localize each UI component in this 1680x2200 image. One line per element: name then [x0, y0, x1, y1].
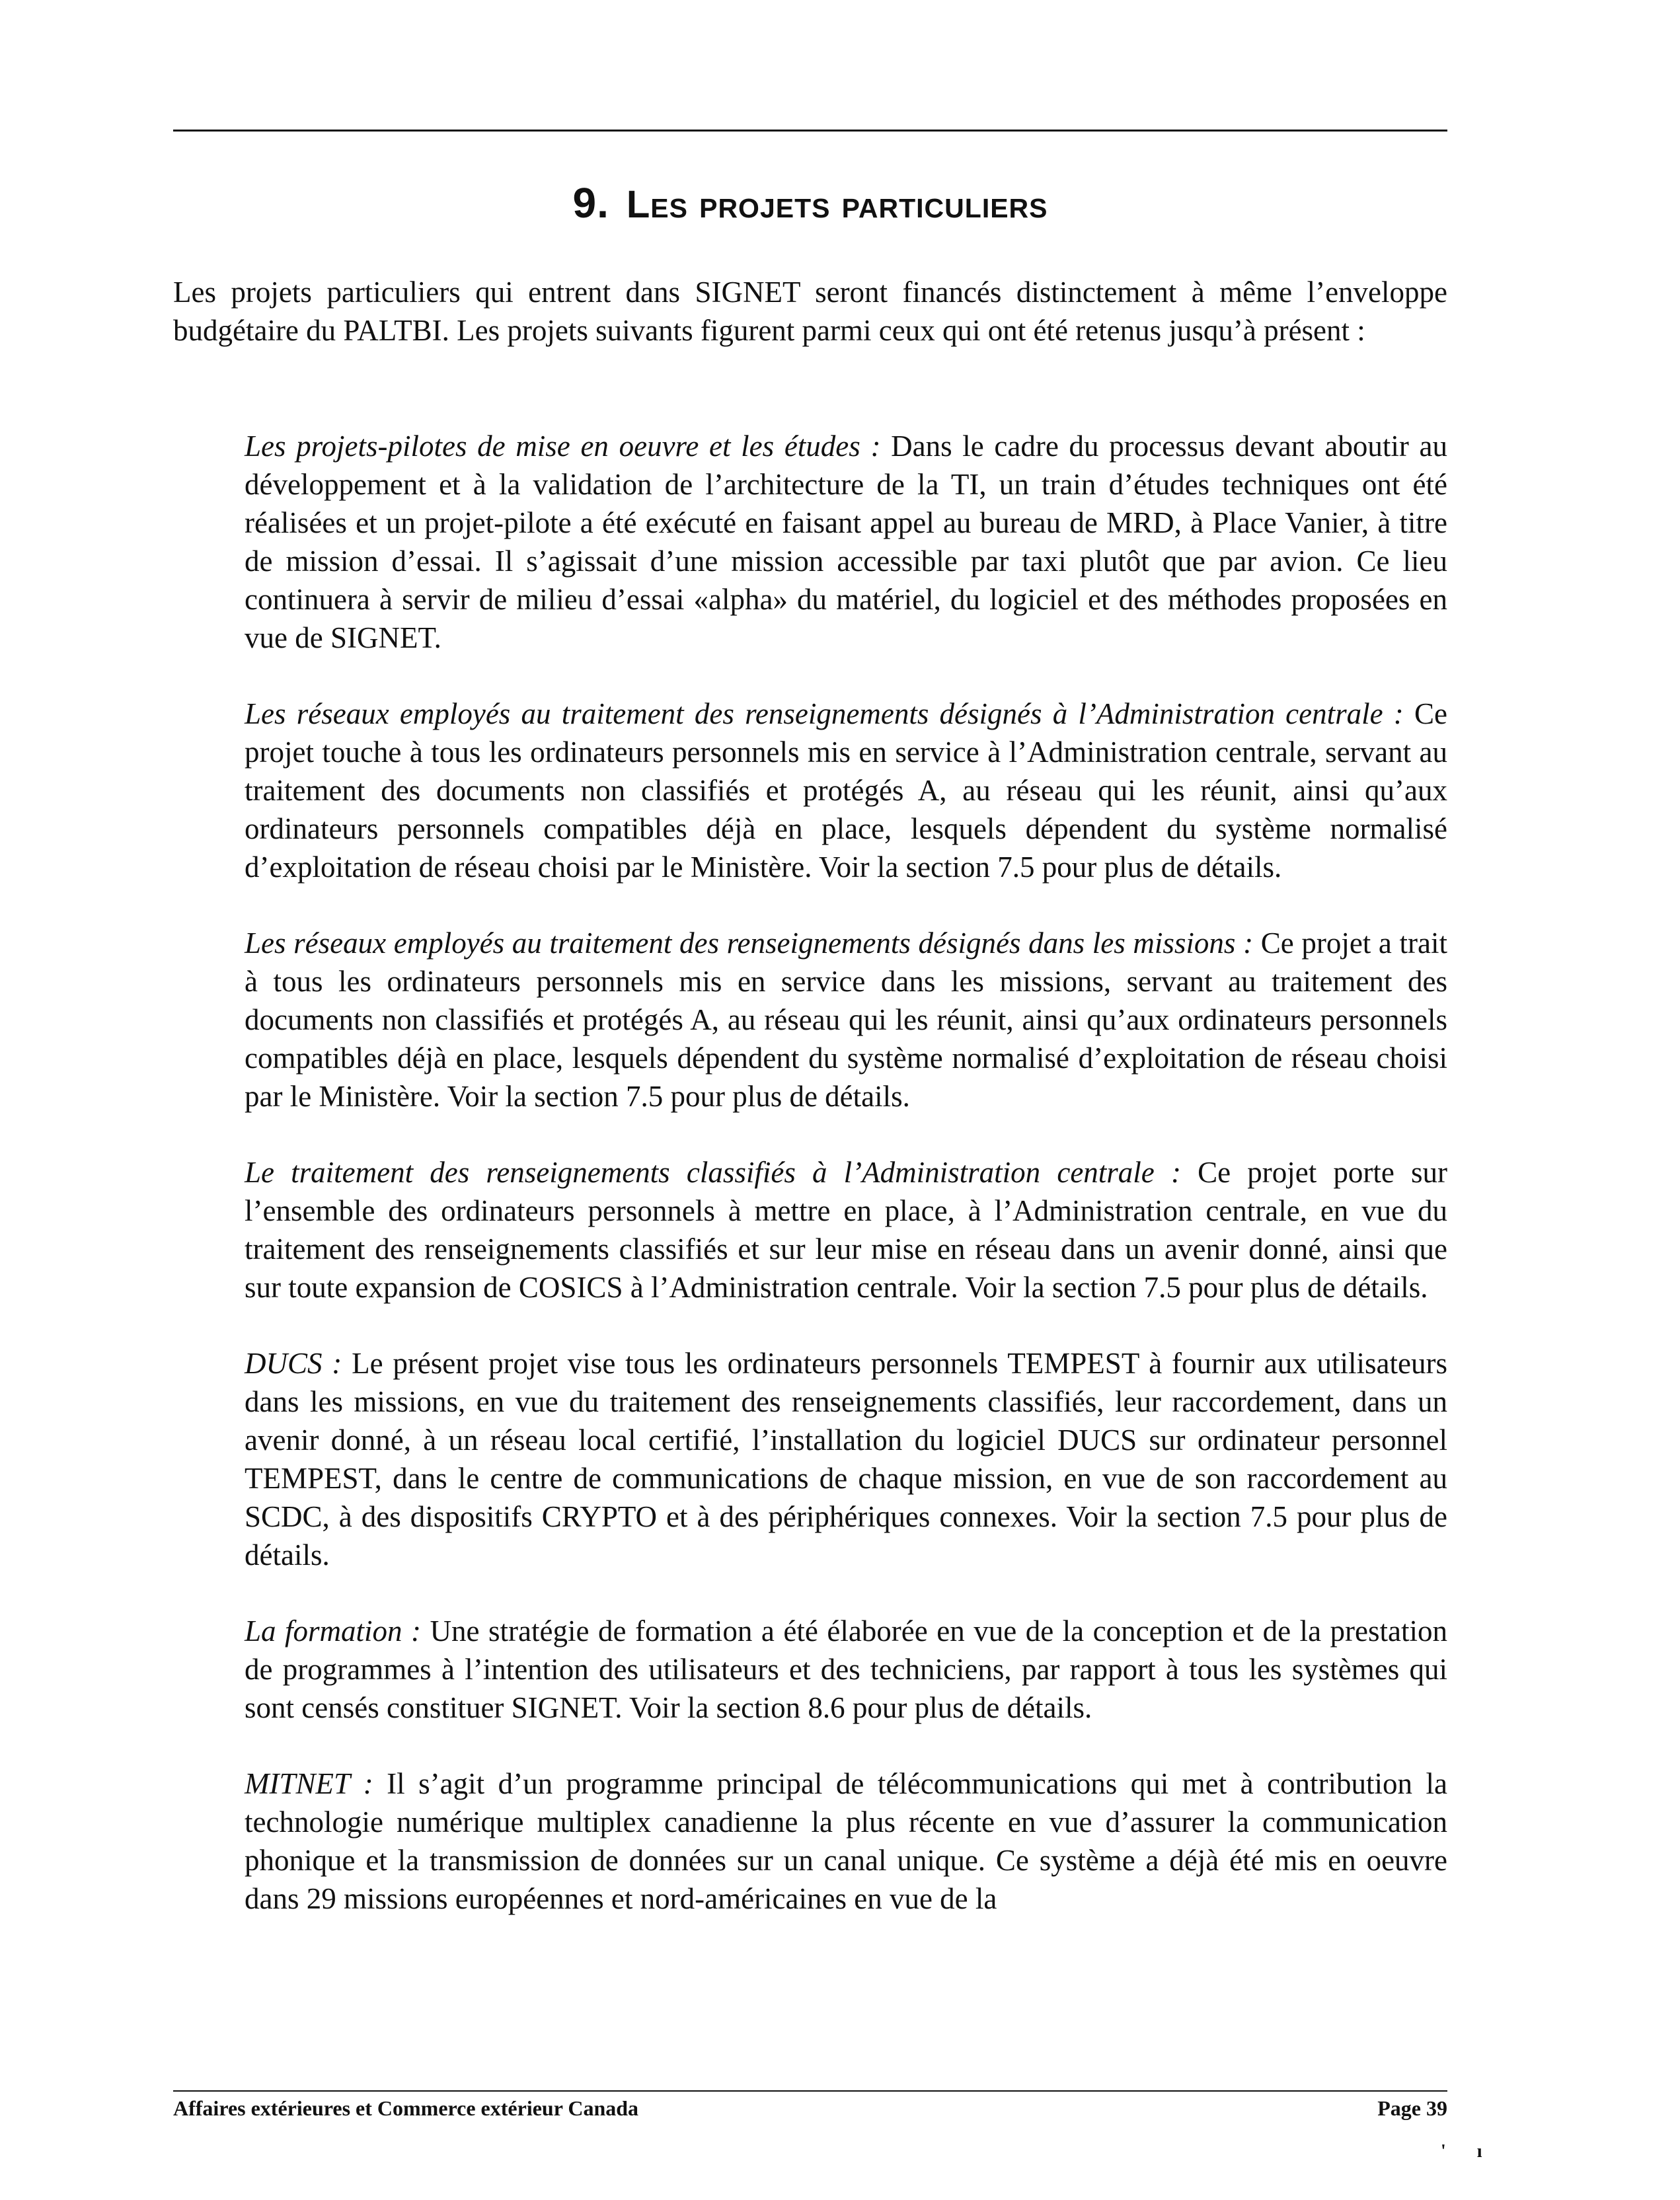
footer-department: Affaires extérieures et Commerce extérieur Canada: [173, 2096, 639, 2120]
project-lead: Les projets-pilotes de mise en oeuvre et les études :: [245, 430, 881, 463]
project-text: Ce projet touche à tous les ordinateurs personnels mis en service à l’Administration centrale, servant au traitement des documents non classifiés et protégés A, au réseau qui les réunit, ainsi qu’aux ordinateurs personnels compatibles déjà en place, lesquels dépendent du système normalisé d’exploitation de réseau choisi par le Ministère. Voir la section 7.5 pour plus de détails.: [245, 697, 1448, 884]
project-item-pilots: [245, 427, 1447, 657]
footer-rule: [173, 2090, 1447, 2092]
project-text: Ce projet a trait à tous les ordinateurs personnels mis en service dans les missions, servant au traitement des documents non classifiés et protégés A, au réseau qui les réunit, ainsi qu’aux ordinateurs personnels compatibles déjà en place, lesquels dépendent du système normalisé d’exploitation de réseau choisi par le Ministère. Voir la section 7.5 pour plus de détails.: [245, 927, 1448, 1113]
project-text: Dans le cadre du processus devant aboutir au développement et à la validation de l’architecture de la TI, un train d’études techniques ont été réalisées et un projet-pilote a été exécuté en faisant appel au bureau de MRD, à Place Vanier, à titre de mission d’essai. Il s’agissait d’une mission accessible par taxi plutôt que par avion. Ce lieu continuera à servir de milieu d’essai «alpha» du matériel, du logiciel et des méthodes proposées en vue de SIGNET.: [245, 430, 1447, 654]
project-lead: La formation :: [245, 1614, 422, 1648]
project-item-classified-hq: [245, 1153, 1447, 1307]
project-text: Une stratégie de formation a été élaborée en vue de la conception et de la prestation de programmes à l’intention des utilisateurs et des techniciens, par rapport à tous les systèmes qui sont censés constituer SIGNET. Voir la section 8.6 pour plus de détails.: [245, 1614, 1447, 1724]
section-number: 9.: [572, 179, 609, 227]
stray-marks: ' ı: [1441, 2141, 1496, 2162]
project-item-mitnet: [245, 1764, 1447, 1918]
page-number: Page 39: [1377, 2096, 1447, 2120]
project-text: Ce projet porte sur l’ensemble des ordinateurs personnels à mettre en place, à l’Administration centrale, en vue du traitement des renseignements classifiés et sur leur mise en réseau dans un avenir donné, ainsi que sur toute expansion de COSICS à l’Administration centrale. Voir la section 7.5 pour plus de détails.: [245, 1156, 1448, 1304]
project-item-networks-missions: [245, 924, 1447, 1116]
project-text: Le présent projet vise tous les ordinateurs personnels TEMPEST à fournir aux utilisateurs dans les missions, en vue du traitement des renseignements classifiés, leur raccordement, dans un avenir donné, à un réseau local certifié, l’installation du logiciel DUCS sur ordinateur personnel TEMPEST, dans le centre de communications de chaque mission, en vue de son raccordement au SCDC, à des dispositifs CRYPTO et à des périphériques connexes. Voir la section 7.5 pour plus de détails.: [245, 1347, 1447, 1572]
project-lead: DUCS :: [245, 1347, 342, 1380]
projects-list: [245, 427, 1447, 1955]
project-item-networks-hq: [245, 695, 1447, 886]
section-title: Les projets particuliers: [626, 183, 1048, 226]
top-rule: [173, 130, 1447, 132]
project-lead: Le traitement des renseignements classifiés à l’Administration centrale :: [245, 1156, 1181, 1189]
project-text: Il s’agit d’un programme principal de télécommunications qui met à contribution la technologie numérique multiplex canadienne la plus récente en vue d’assurer la communication phonique et la transmission de données sur un canal unique. Ce système a déjà été mis en oeuvre dans 29 missions européennes et nord-américaines en vue de la: [245, 1767, 1448, 1915]
section-heading: [173, 178, 1447, 227]
project-lead: Les réseaux employés au traitement des renseignements désignés dans les missions :: [245, 927, 1254, 960]
intro-paragraph: Les projets particuliers qui entrent dans SIGNET seront financés distinctement à même l’enveloppe budgétaire du PALTBI. Les projets suivants figurent parmi ceux qui ont été retenus jusqu’à présent :: [173, 276, 1447, 347]
project-item-ducs: [245, 1344, 1447, 1574]
project-lead: Les réseaux employés au traitement des renseignements désignés à l’Administration centrale :: [245, 697, 1404, 730]
page-footer: [173, 2096, 1447, 2121]
project-lead: MITNET :: [245, 1767, 373, 1800]
project-item-training: [245, 1612, 1447, 1727]
